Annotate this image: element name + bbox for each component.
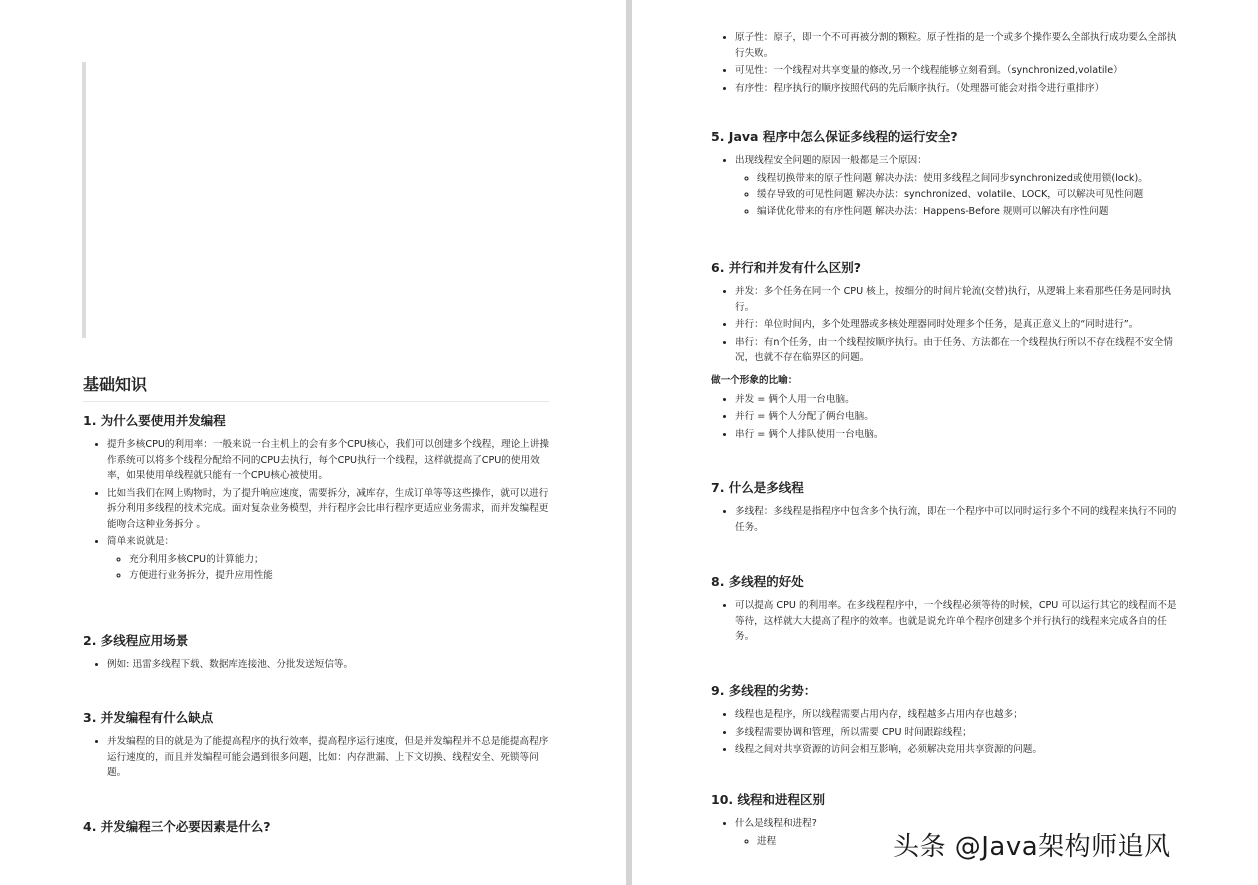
- list-item: • 线程之间对共享资源的访问会相互影响，必须解决竞用共享资源的问题。: [735, 742, 1181, 758]
- list-item: [107, 534, 553, 584]
- section-7: [711, 478, 1181, 537]
- list-item: • 线程也是程序，所以线程需要占用内存，线程越多占用内存也越多；: [735, 707, 1181, 723]
- sub-list: [107, 552, 553, 584]
- sub-list-item: ◦ 进程: [757, 834, 1181, 850]
- bullet-list: [711, 707, 1181, 758]
- section-1: [83, 411, 553, 586]
- section-heading: 8. 多线程的好处: [711, 574, 804, 589]
- bullet-list: [711, 284, 1181, 366]
- list-item: • 串行：有n个任务，由一个线程按顺序执行。由于任务、方法都在一个线程执行所以不存在线程不安全情况，也就不存在临界区的问题。: [735, 335, 1181, 366]
- list-item-text: 简单来说就是：: [107, 536, 175, 547]
- list-item-text: 什么是线程和进程?: [735, 818, 817, 829]
- section-heading: 3. 并发编程有什么缺点: [83, 710, 214, 725]
- blockquote-bar: [82, 62, 86, 338]
- section-heading: 6. 并行和并发有什么区别?: [711, 260, 862, 275]
- sub-list-item: ◦ 方便进行业务拆分，提升应用性能: [129, 568, 553, 584]
- sub-list-item: ◦ 缓存导致的可见性问题 解决办法：synchronized、volatile、LOCK，可以解决可见性问题: [757, 187, 1181, 203]
- bullet-list: [711, 598, 1181, 645]
- section-heading: 1. 为什么要使用并发编程: [83, 413, 226, 428]
- list-item: • 可见性：一个线程对共享变量的修改,另一个线程能够立刻看到。（synchronized,volatile）: [735, 63, 1181, 79]
- list-item: • 提升多核CPU的利用率：一般来说一台主机上的会有多个CPU核心，我们可以创建多个线程，理论上讲操作系统可以将多个线程分配给不同的CPU去执行，每个CPU执行一个线程，这样就提高了CPU的使用效率，如果使用单线程就只能有一个CPU核心被使用。: [107, 437, 553, 484]
- list-item: • 原子性：原子，即一个不可再被分割的颗粒。原子性指的是一个或多个操作要么全部执行成功要么全部执行失败。: [735, 30, 1181, 61]
- section-heading: 5. Java 程序中怎么保证多线程的运行安全?: [711, 129, 958, 144]
- sub-list: [735, 171, 1181, 220]
- list-item: • 多线程需要协调和管理，所以需要 CPU 时间跟踪线程；: [735, 725, 1181, 741]
- list-item: • 并发：多个任务在同一个 CPU 核上，按细分的时间片轮流(交替)执行，从逻辑上来看那些任务是同时执行。: [735, 284, 1181, 315]
- section-heading: 9. 多线程的劣势：: [711, 683, 817, 698]
- section-6: [711, 258, 1181, 444]
- list-item: • 并行 = 俩个人分配了俩台电脑。: [735, 409, 1181, 425]
- list-item: • 并发编程的目的就是为了能提高程序的执行效率，提高程序运行速度，但是并发编程并不总是能提高程序运行速度的，而且并发编程可能会遇到很多问题，比如：内存泄漏、上下文切换、线程安全、死锁等问题。: [107, 734, 553, 781]
- list-item: • 比如当我们在网上购物时，为了提升响应速度，需要拆分，减库存，生成订单等等这些操作，就可以进行拆分利用多线程的技术完成。面对复杂业务模型，并行程序会比串行程序更适应业务需求，而并发编程更能吻合这种业务拆分 。: [107, 486, 553, 533]
- watermark: 头条 @Java架构师追风: [893, 832, 1171, 862]
- bullet-list: [711, 504, 1181, 535]
- section-5: [711, 127, 1181, 221]
- bullet-list: [83, 657, 553, 673]
- bullet-list: [83, 734, 553, 781]
- section-2: [83, 631, 553, 675]
- list-item-text: 出现线程安全问题的原因一般都是三个原因：: [735, 155, 927, 166]
- list-item: • 可以提高 CPU 的利用率。在多线程程序中，一个线程必须等待的时候，CPU 可以运行其它的线程而不是等待，这样就大大提高了程序的效率。也就是说允许单个程序创建多个并行执行的线程来完成各自的任务。: [735, 598, 1181, 645]
- chapter-title: 基础知识: [83, 372, 549, 402]
- sub-list-item: ◦ 线程切换带来的原子性问题 解决办法：使用多线程之间同步synchronized或使用锁(lock)。: [757, 171, 1181, 187]
- bullet-list: [711, 30, 1181, 96]
- bullet-list: [83, 437, 553, 584]
- list-item: [735, 153, 1181, 219]
- sub-list-item: ◦ 充分利用多核CPU的计算能力；: [129, 552, 553, 568]
- section-heading: 2. 多线程应用场景: [83, 633, 189, 648]
- section-3: [83, 708, 553, 783]
- list-item: • 并行：单位时间内，多个处理器或多核处理器同时处理多个任务，是真正意义上的“同时进行”。: [735, 317, 1181, 333]
- section-heading: 4. 并发编程三个必要因素是什么?: [83, 819, 271, 834]
- section-heading: 10. 线程和进程区别: [711, 792, 825, 807]
- bullet-list: [711, 392, 1181, 443]
- document-page-left: [0, 0, 626, 885]
- section-heading: 7. 什么是多线程: [711, 480, 804, 495]
- bullet-list: [711, 153, 1181, 219]
- list-item: • 例如: 迅雷多线程下载、数据库连接池、分批发送短信等。: [107, 657, 553, 673]
- section-4-continued: [711, 30, 1181, 98]
- section-9: [711, 681, 1181, 760]
- list-item: • 多线程：多线程是指程序中包含多个执行流，即在一个程序中可以同时运行多个不同的线程来执行不同的任务。: [735, 504, 1181, 535]
- section-4: [83, 817, 553, 843]
- list-item: • 串行 = 俩个人排队使用一台电脑。: [735, 427, 1181, 443]
- list-item: • 并发 = 俩个人用一台电脑。: [735, 392, 1181, 408]
- list-item: • 有序性：程序执行的顺序按照代码的先后顺序执行。（处理器可能会对指令进行重排序）: [735, 81, 1181, 97]
- sub-list-item: ◦ 编译优化带来的有序性问题 解决办法：Happens-Before 规则可以解决有序性问题: [757, 204, 1181, 220]
- section-8: [711, 572, 1181, 647]
- subheading: 做一个形象的比喻：: [711, 374, 798, 386]
